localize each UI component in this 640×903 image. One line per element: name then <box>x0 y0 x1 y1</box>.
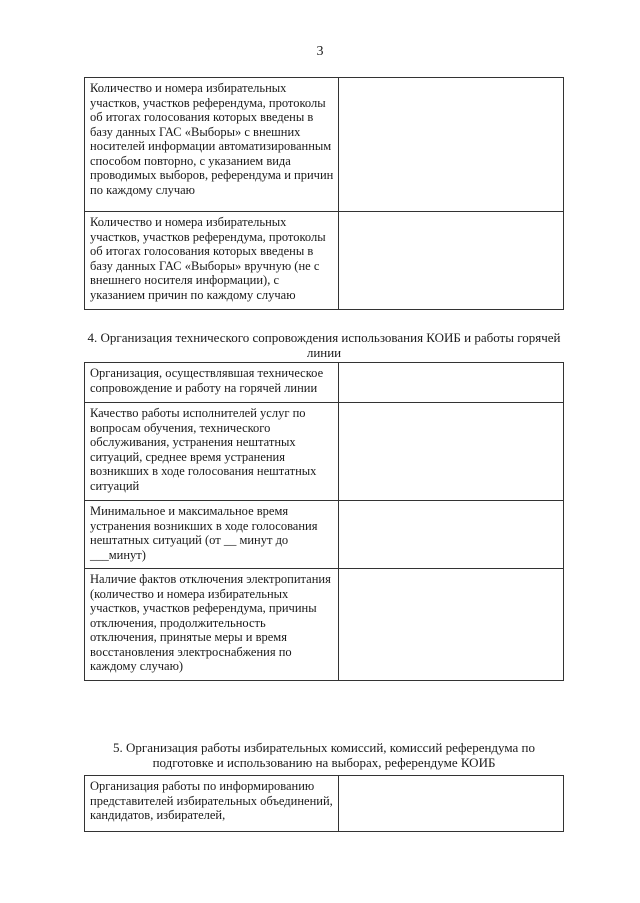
row-value <box>339 363 564 403</box>
row-label: Количество и номера избирательных участков, участков референдума, протоколы об итогах голосования которых введены в базу данных ГАС «Выборы» вручную (не с внешнего носителя информации), с указанием причин по каждому случаю <box>85 212 339 310</box>
table-row <box>85 78 564 212</box>
table-row <box>85 569 564 681</box>
report-table-continued <box>84 77 564 310</box>
row-value <box>339 78 564 212</box>
section-5-heading: 5. Организация работы избирательных комиссий, комиссий референдума по подготовке и использованию на выборах, референдуме КОИБ <box>113 740 535 770</box>
row-label: Количество и номера избирательных участков, участков референдума, протоколы об итогах голосования которых введены в базу данных ГАС «Выборы» с внешних носителей информации автоматизированным способом повторно, с указанием вида проводимых выборов, референдума и причин по каждому случаю <box>85 78 339 212</box>
table-row <box>85 403 564 501</box>
row-value <box>339 212 564 310</box>
section-5-table <box>84 775 564 832</box>
table-row <box>85 212 564 310</box>
row-value <box>339 569 564 681</box>
row-value <box>339 403 564 501</box>
page-number: 3 <box>316 44 324 59</box>
row-label: Организация работы по информированию представителей избирательных объединений, кандидатов, избирателей, <box>85 776 339 832</box>
row-value <box>339 776 564 832</box>
row-value <box>339 501 564 569</box>
section-4-table <box>84 362 564 681</box>
row-label: Организация, осуществлявшая техническое сопровождение и работу на горячей линии <box>85 363 339 403</box>
table-row <box>85 776 564 832</box>
table-row <box>85 501 564 569</box>
row-label: Наличие фактов отключения электропитания (количество и номера избирательных участков, участков референдума, причины отключения, продолжительность отключения, принятые меры и время восстановления электроснабжения по каждому случаю) <box>85 569 339 681</box>
row-label: Минимальное и максимальное время устранения возникших в ходе голосования нештатных ситуаций (от __ минут до ___минут) <box>85 501 339 569</box>
section-4-heading: 4. Организация технического сопровождения использования КОИБ и работы горячей линии <box>87 330 561 360</box>
row-label: Качество работы исполнителей услуг по вопросам обучения, технического обслуживания, устранения нештатных ситуаций, среднее время устранения возникших в ходе голосования нештатных ситуаций <box>85 403 339 501</box>
table-row <box>85 363 564 403</box>
